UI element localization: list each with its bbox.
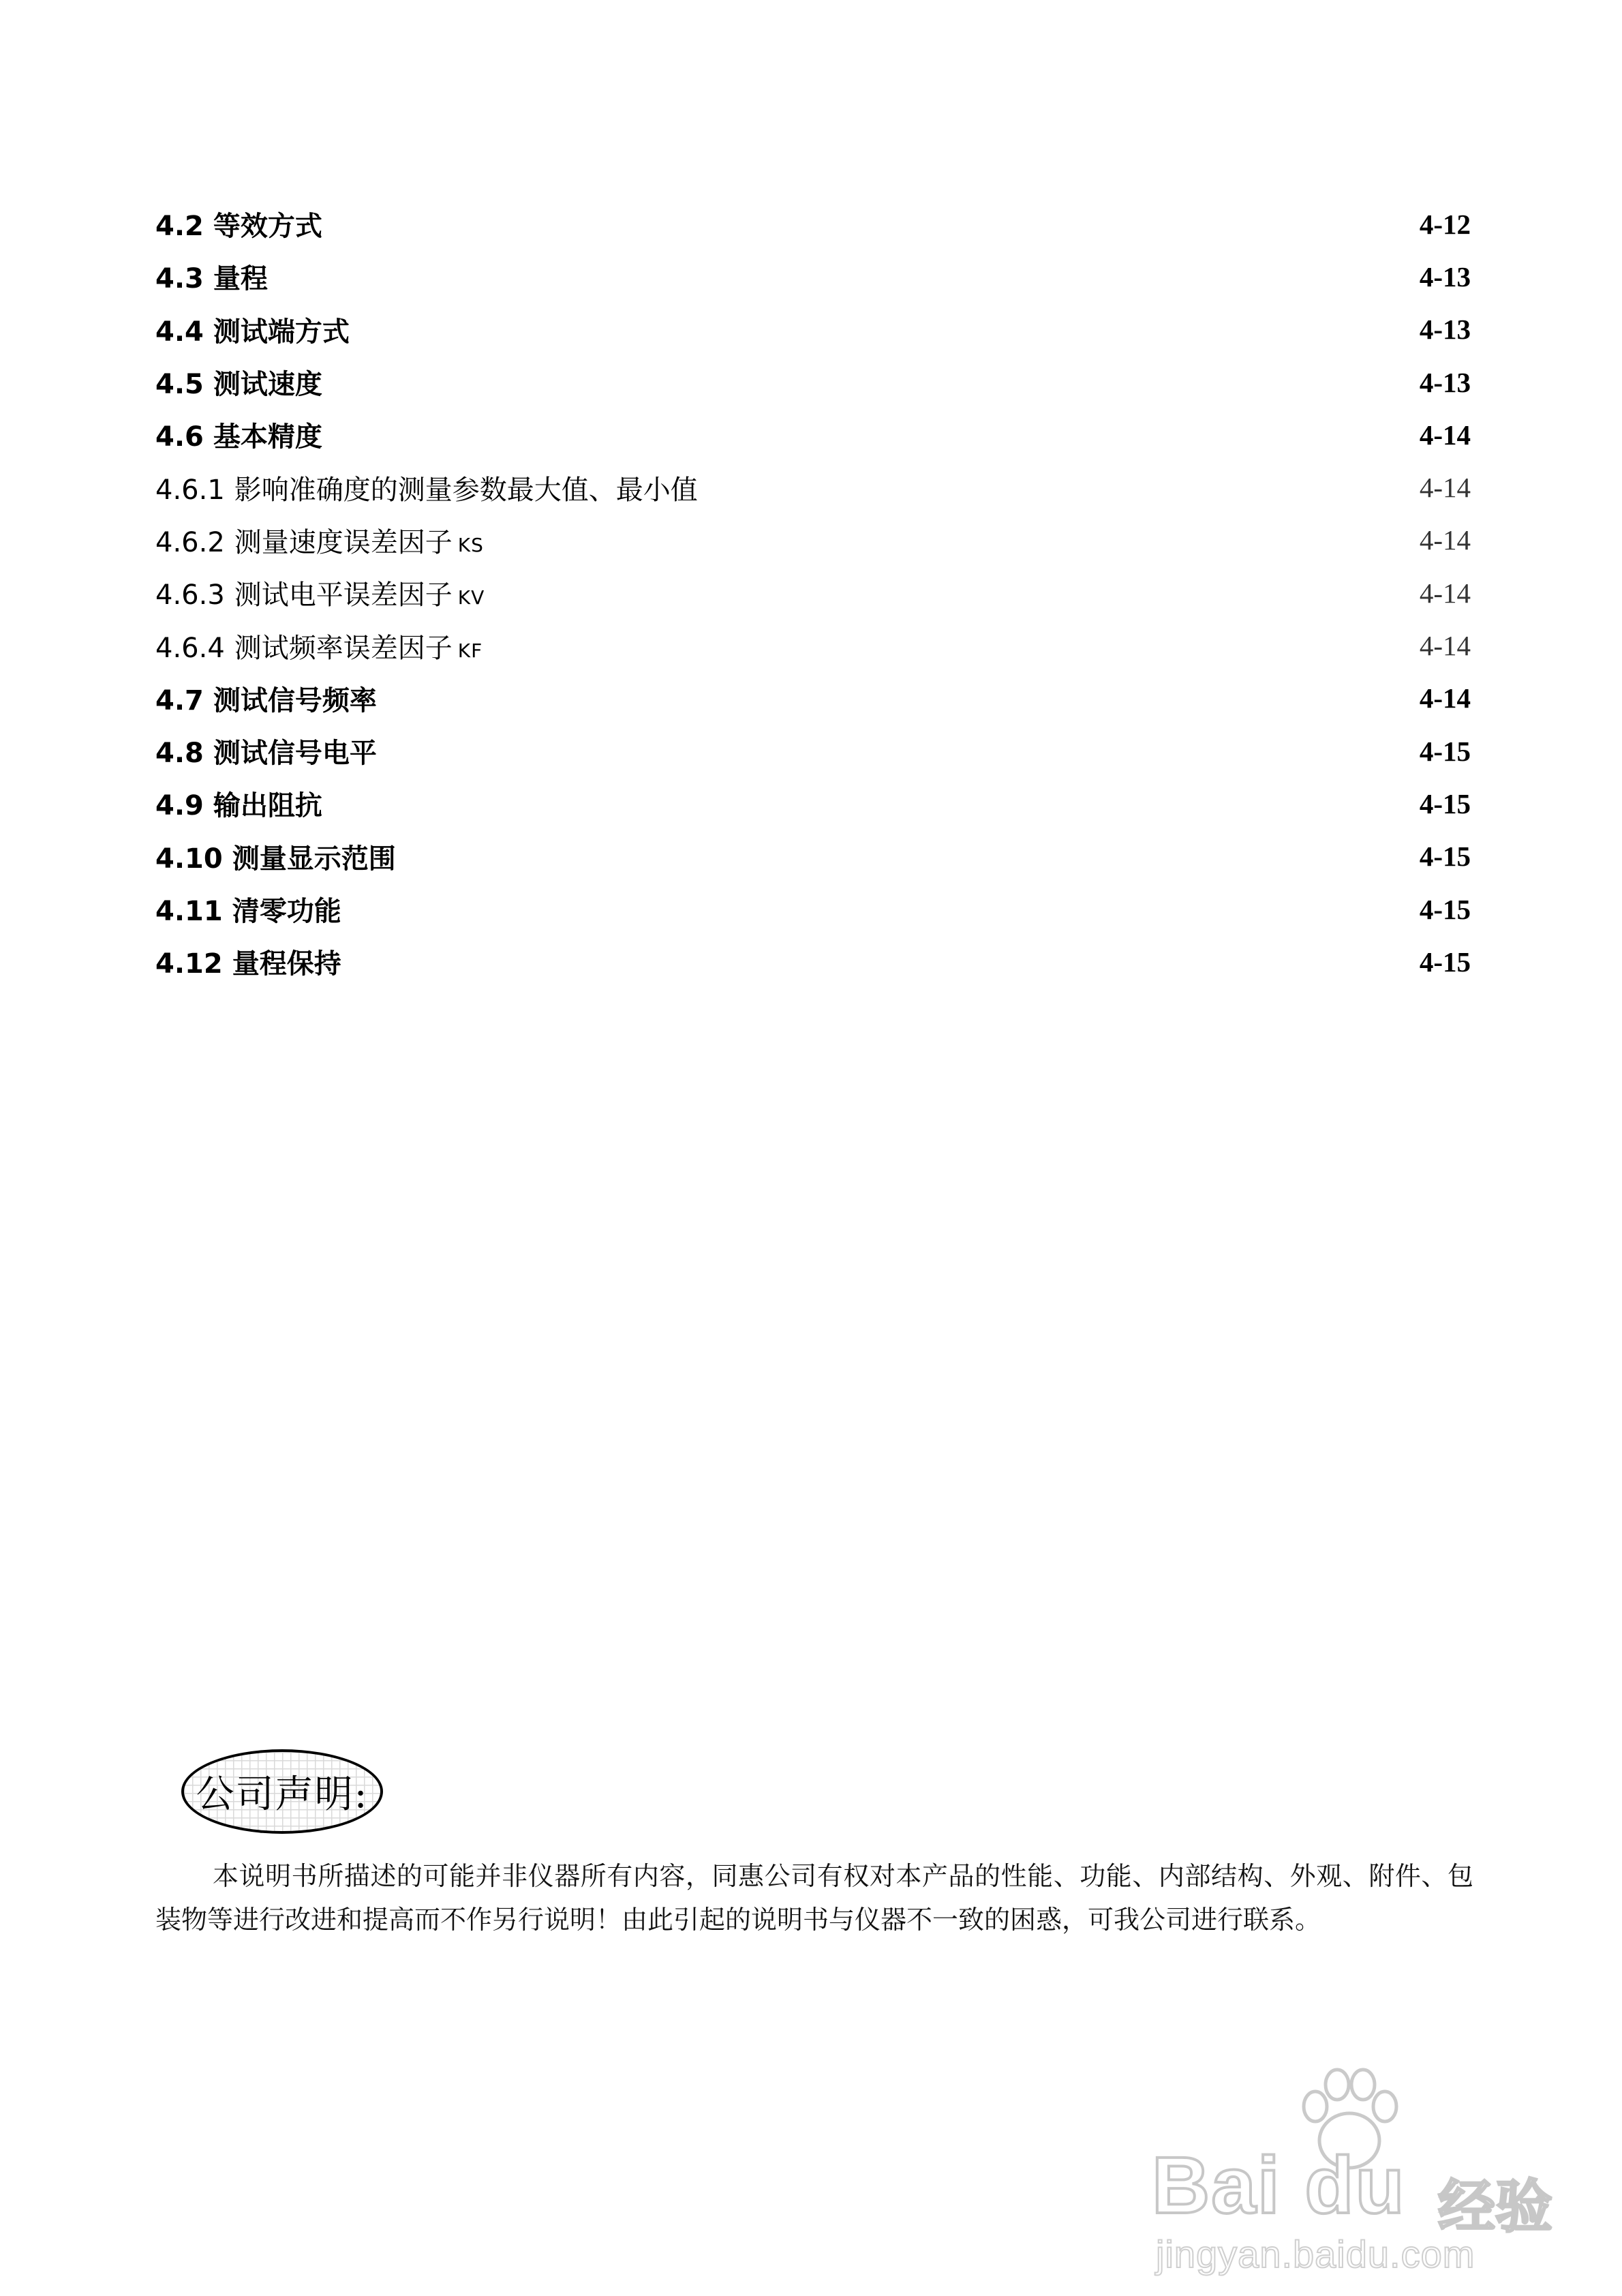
toc-entry-suffix: KV xyxy=(457,586,485,609)
toc-entry-page: 4-13 xyxy=(1419,314,1471,346)
company-notice-title xyxy=(181,1749,383,1834)
watermark-brand-cn: 经验 xyxy=(1438,2173,1553,2240)
toc-entry-page: 4-14 xyxy=(1419,577,1471,609)
toc-entry-4-8 xyxy=(155,725,1471,777)
company-notice-title-text: 公司声明: xyxy=(196,1772,369,1817)
toc-entry-label: 4.6.4 测试频率误差因子 KF xyxy=(155,632,483,664)
toc-entry-suffix: KF xyxy=(457,639,483,662)
toc-entry-4-6-4 xyxy=(155,619,1471,671)
company-notice-body: 本说明书所描述的可能并非仪器所有内容，同惠公司有权对本产品的性能、功能、内部结构、外观、附件、包装物等进行改进和提高而不作另行说明！由此引起的说明书与仪器不一致的困惑，可我公司进行联系。 xyxy=(155,1861,1473,1935)
toc-entry-page: 4-13 xyxy=(1419,366,1471,398)
toc-entry-label: 4.6.3 测试电平误差因子 KV xyxy=(155,579,485,611)
toc-entry-4-10 xyxy=(155,830,1471,883)
toc-entry-page: 4-14 xyxy=(1419,419,1471,451)
toc-entry-4-12 xyxy=(155,935,1471,988)
toc-entry-label: 4.6.2 测量速度误差因子 KS xyxy=(155,526,484,558)
toc-entry-4-5 xyxy=(155,356,1471,408)
toc-entry-page: 4-12 xyxy=(1419,208,1471,240)
toc-entry-label: 4.4 测试端方式 xyxy=(155,316,350,348)
toc-entry-page: 4-15 xyxy=(1419,893,1471,925)
toc-entry-4-9 xyxy=(155,777,1471,830)
toc-entry-page: 4-15 xyxy=(1419,841,1471,873)
toc-entry-page: 4-15 xyxy=(1419,735,1471,767)
toc-entry-label: 4.7 测试信号频率 xyxy=(155,684,377,716)
toc-entry-4-11 xyxy=(155,883,1471,935)
toc-entry-page: 4-14 xyxy=(1419,472,1471,504)
toc-entry-4-7 xyxy=(155,672,1471,725)
toc-entry-page: 4-14 xyxy=(1419,630,1471,662)
watermark-url: jingyan.baidu.com xyxy=(1156,2233,1475,2276)
toc-entry-4-2 xyxy=(155,198,1471,250)
table-of-contents xyxy=(155,198,1471,988)
toc-entry-label: 4.8 测试信号电平 xyxy=(155,738,377,770)
toc-entry-page: 4-13 xyxy=(1419,260,1471,292)
toc-entry-page: 4-14 xyxy=(1419,524,1471,556)
toc-entry-4-6-1 xyxy=(155,461,1471,513)
toc-entry-label: 4.6 基本精度 xyxy=(155,421,322,453)
toc-entry-page: 4-15 xyxy=(1419,946,1471,978)
toc-entry-page: 4-15 xyxy=(1419,787,1471,819)
toc-entry-page: 4-14 xyxy=(1419,682,1471,714)
toc-entry-label: 4.3 量程 xyxy=(155,263,268,295)
toc-entry-4-6-3 xyxy=(155,567,1471,619)
toc-entry-label: 4.12 量程保持 xyxy=(155,948,341,980)
toc-entry-4-6 xyxy=(155,408,1471,461)
toc-entry-4-3 xyxy=(155,250,1471,303)
toc-entry-label: 4.5 测试速度 xyxy=(155,369,322,401)
toc-entry-4-4 xyxy=(155,303,1471,356)
toc-entry-label: 4.10 测量显示范围 xyxy=(155,843,396,875)
toc-entry-suffix: KS xyxy=(457,533,484,556)
toc-entry-label: 4.11 清零功能 xyxy=(155,896,341,927)
toc-entry-label: 4.6.1 影响准确度的测量参数最大值、最小值 xyxy=(155,474,698,506)
toc-entry-label: 4.2 等效方式 xyxy=(155,211,322,243)
toc-entry-4-6-2 xyxy=(155,514,1471,567)
toc-entry-label: 4.9 输出阻抗 xyxy=(155,790,322,822)
watermark-brand: Bai du xyxy=(1152,2141,1406,2231)
baidu-jingyan-watermark xyxy=(1152,2064,1602,2276)
